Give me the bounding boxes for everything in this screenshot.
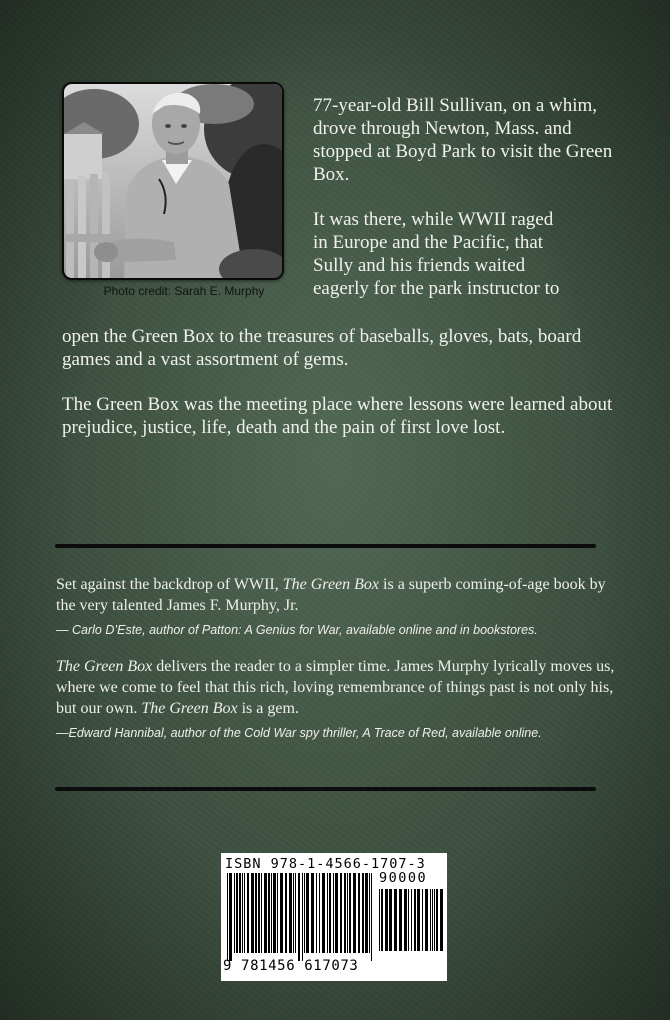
barcode-bar bbox=[344, 873, 346, 953]
photo-credit: Photo credit: Sarah E. Murphy bbox=[103, 284, 265, 298]
barcode-bar bbox=[335, 873, 338, 953]
blurb-line: eagerly for the park instructor to bbox=[313, 278, 560, 299]
blurb-paragraph-3: The Green Box was the meeting place where lessons were learned about prejudice, justice, life, death and the pain of first love lost. bbox=[62, 394, 613, 438]
barcode-bar bbox=[273, 873, 276, 953]
review-2-attribution: —Edward Hannibal, author of the Cold War spy thriller, A Trace of Red, available online. bbox=[56, 726, 542, 740]
blurb-line: in Europe and the Pacific, that bbox=[313, 232, 544, 253]
book-title: The Green Box bbox=[141, 700, 238, 717]
barcode-bar bbox=[319, 873, 320, 953]
barcode-bar bbox=[302, 873, 303, 961]
barcode-bar bbox=[362, 873, 364, 953]
barcode-bar bbox=[371, 873, 372, 961]
barcode-bar bbox=[289, 873, 292, 953]
review-2-text-part: delivers the reader to a simpler time. James Murphy lyrically moves us, where we come to feel that this rich, loving remembrance of things past is not only his, but our own. bbox=[56, 658, 615, 717]
barcode-bar bbox=[244, 873, 245, 953]
barcode-bar bbox=[425, 889, 428, 951]
barcode-bar bbox=[327, 873, 328, 953]
barcode-bar bbox=[349, 873, 351, 953]
barcode-bar bbox=[306, 873, 309, 953]
barcode-bar bbox=[329, 873, 331, 953]
review-1-text-part: Set against the backdrop of WWII, bbox=[56, 576, 283, 593]
barcode-bar bbox=[394, 889, 397, 951]
barcode-bar bbox=[369, 873, 370, 953]
barcode-bar bbox=[385, 889, 388, 951]
ean-digits: 9 781456 617073 bbox=[223, 958, 359, 974]
review-2-text bbox=[56, 656, 616, 719]
book-title: The Green Box bbox=[282, 576, 380, 593]
barcode-bar bbox=[298, 873, 300, 961]
barcode-bar bbox=[293, 873, 294, 953]
barcode-bar bbox=[389, 889, 392, 951]
barcode-bar bbox=[417, 889, 420, 951]
barcode-bar bbox=[264, 873, 267, 953]
barcode-bar bbox=[340, 873, 342, 953]
barcode-bar bbox=[295, 873, 296, 953]
photo-image bbox=[64, 84, 282, 278]
review-1-attribution: — Carlo D’Este, author of Patton: A Genius for War, available online and in bookstores. bbox=[56, 623, 538, 637]
price-barcode-bars bbox=[377, 889, 443, 975]
barcode-bar bbox=[432, 889, 433, 951]
barcode-bar bbox=[229, 873, 232, 961]
isbn-label: ISBN 978-1-4566-1707-3 bbox=[225, 856, 426, 872]
barcode-bar bbox=[227, 873, 228, 961]
barcode-bar bbox=[422, 889, 423, 951]
barcode-bar bbox=[399, 889, 402, 951]
barcode-bar bbox=[251, 873, 254, 953]
barcode-bar bbox=[255, 873, 257, 953]
barcode-bar bbox=[261, 873, 262, 953]
barcode-bar bbox=[353, 873, 356, 953]
divider-top bbox=[55, 544, 596, 548]
barcode-bar bbox=[411, 889, 412, 951]
barcode-bar bbox=[322, 873, 325, 953]
barcode-bar bbox=[234, 873, 235, 953]
barcode-bar bbox=[285, 873, 287, 953]
barcode-bar bbox=[277, 873, 278, 953]
barcode-bar bbox=[333, 873, 334, 953]
barcode-bar bbox=[247, 873, 249, 953]
barcode-bar bbox=[280, 873, 283, 953]
isbn-barcode bbox=[221, 853, 447, 981]
barcode-bar bbox=[347, 873, 348, 953]
book-title: The Green Box bbox=[56, 658, 153, 675]
barcode-bar bbox=[434, 889, 435, 951]
barcode-bar bbox=[414, 889, 416, 951]
barcode-bar bbox=[268, 873, 270, 953]
barcode-bar bbox=[430, 889, 431, 951]
review-1-text-part: is a superb coming-of-age book by the very talented James F. Murphy, Jr. bbox=[56, 576, 606, 614]
blurb-full-width bbox=[62, 325, 622, 461]
barcode-bar bbox=[404, 889, 407, 951]
divider-bottom bbox=[55, 787, 596, 791]
barcode-bar bbox=[242, 873, 243, 953]
blurb-paragraph-1: 77-year-old Bill Sullivan, on a whim, drove through Newton, Mass. and stopped at Boyd Park to visit the Green Box. bbox=[313, 95, 613, 185]
barcode-bar bbox=[436, 889, 438, 951]
review-2-text-part: is a gem. bbox=[237, 700, 299, 717]
barcode-bar bbox=[381, 889, 383, 951]
barcode-bar bbox=[440, 889, 443, 951]
barcode-bar bbox=[358, 873, 360, 953]
price-code: 90000 bbox=[379, 870, 428, 886]
review-1-text bbox=[56, 574, 616, 616]
barcode-bar bbox=[365, 873, 368, 953]
ean-barcode-bars bbox=[225, 873, 375, 961]
blurb-column bbox=[313, 94, 613, 300]
barcode-bar bbox=[311, 873, 314, 953]
barcode-bar bbox=[408, 889, 409, 951]
barcode-bar bbox=[304, 873, 305, 953]
blurb-paragraph-2-end: open the Green Box to the treasures of baseballs, gloves, bats, board games and a vast assortment of gems. bbox=[62, 326, 582, 370]
reviews-section bbox=[56, 574, 616, 759]
blurb-paragraph-2-start bbox=[313, 208, 613, 300]
barcode-bar bbox=[258, 873, 260, 953]
barcode-bar bbox=[236, 873, 238, 953]
barcode-bar bbox=[239, 873, 241, 953]
blurb-line: Sully and his friends waited bbox=[313, 255, 526, 276]
blurb-line: It was there, while WWII raged bbox=[313, 209, 554, 230]
barcode-bar bbox=[271, 873, 272, 953]
barcode-bar bbox=[379, 889, 380, 951]
author-photo bbox=[62, 82, 284, 280]
barcode-bar bbox=[316, 873, 317, 953]
